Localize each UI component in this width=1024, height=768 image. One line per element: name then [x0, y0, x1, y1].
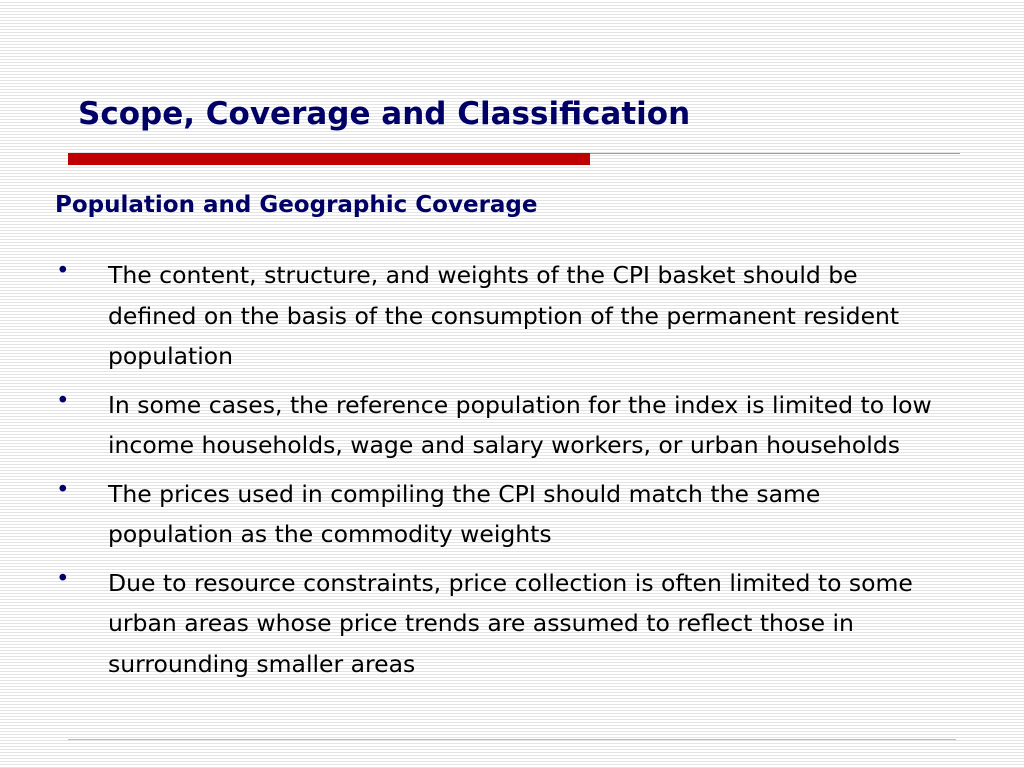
bullet-item — [56, 563, 956, 685]
bullet-item — [56, 474, 956, 555]
title-accent-bar — [68, 153, 590, 165]
bullet-item — [56, 385, 956, 466]
bullet-icon: • — [56, 258, 70, 284]
bullet-icon: • — [56, 476, 70, 503]
bullet-text: In some cases, the reference population for the index is limited to low income households, wage and salary workers, or urban households — [108, 390, 932, 459]
footer-divider-line — [68, 739, 956, 740]
bullet-icon: • — [56, 565, 70, 592]
bullet-icon: • — [56, 387, 70, 414]
bullet-item — [56, 255, 956, 377]
bullet-text: Due to resource constraints, price collection is often limited to some urban areas whose price trends are assumed to reflect those in surrounding smaller areas — [108, 568, 913, 678]
slide-title: Scope, Coverage and Classification — [78, 96, 691, 132]
bullet-text: The prices used in compiling the CPI should match the same population as the commodity weights — [108, 479, 821, 548]
section-heading: Population and Geographic Coverage — [55, 192, 538, 218]
bullet-list — [56, 255, 956, 692]
bullet-text: The content, structure, and weights of the CPI basket should be defined on the basis of the consumption of the permanent resident population — [108, 261, 900, 370]
